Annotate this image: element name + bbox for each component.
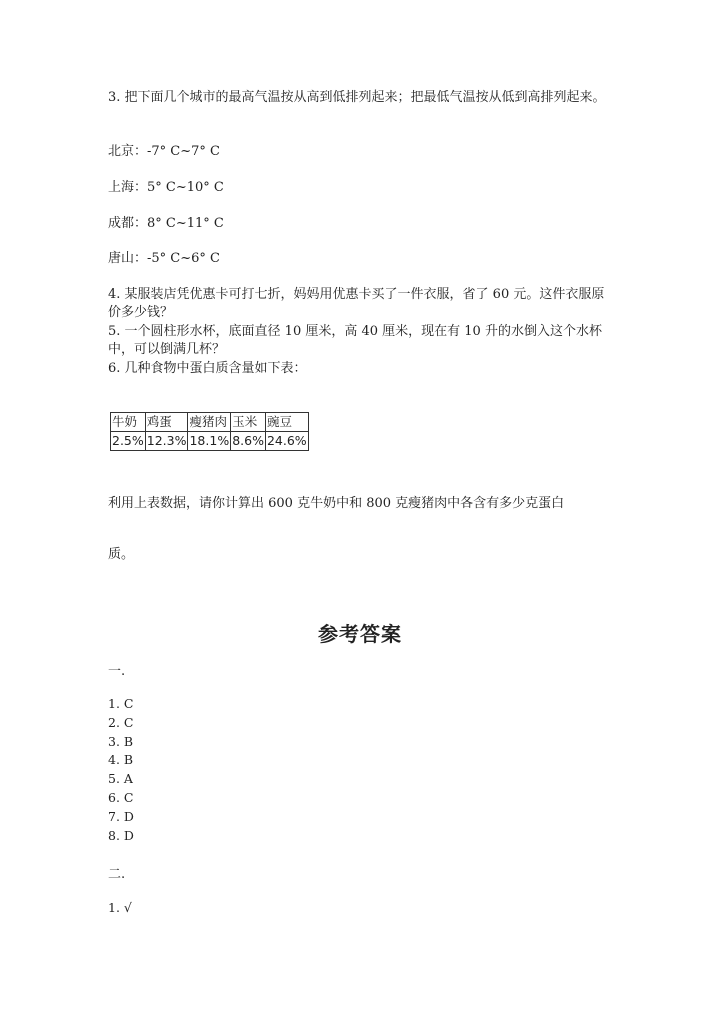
- table-value-cell: 2.5%: [111, 432, 146, 451]
- table-header-row: [111, 413, 309, 432]
- answer-item: 7. D: [108, 808, 134, 824]
- answer-item: 2. C: [108, 714, 134, 730]
- answer-item: 8. D: [108, 827, 134, 843]
- table-value-cell: 12.3%: [145, 432, 188, 451]
- city-tangshan: 唐山：-5° C~6° C: [108, 251, 220, 266]
- answer-item: 1. √: [108, 900, 132, 915]
- answers-section-2-heading: 二.: [108, 867, 126, 882]
- question-3-text: 3. 把下面几个城市的最高气温按从高到低排列起来；把最低气温按从低到高排列起来。: [108, 90, 606, 105]
- table-header-cell: 玉米: [231, 413, 266, 432]
- table-value-cell: 24.6%: [265, 432, 308, 451]
- answer-item: 3. B: [108, 733, 134, 749]
- answers-section-1-list: [108, 695, 134, 845]
- question-5-text: 5. 一个圆柱形水杯，底面直径 10 厘米，高 40 厘米，现在有 10 升的水倒入这个水杯中，可以倒满几杯？: [108, 324, 602, 357]
- answer-item: 6. C: [108, 789, 134, 805]
- table-value-row: [111, 432, 309, 451]
- answer-item: 1. C: [108, 696, 134, 711]
- table-header-cell: 牛奶: [111, 413, 146, 432]
- question-6-prompt-line2: 质。: [108, 547, 135, 562]
- city-shanghai: 上海：5° C~10° C: [108, 180, 224, 195]
- question-6-prompt-line1: 利用上表数据，请你计算出 600 克牛奶中和 800 克瘦猪肉中各含有多少克蛋白: [108, 496, 565, 511]
- table-header-cell: 鸡蛋: [145, 413, 188, 432]
- answers-section-2-list: [108, 899, 132, 918]
- answer-item: 5. A: [108, 771, 133, 787]
- answers-section-1-heading: 一.: [108, 664, 126, 679]
- protein-table: [110, 412, 309, 451]
- answers-title: 参考答案: [318, 622, 402, 646]
- table-value-cell: 18.1%: [188, 432, 231, 451]
- question-6-text: 6. 几种食物中蛋白质含量如下表：: [108, 361, 307, 376]
- table-header-cell: 瘦猪肉: [188, 413, 231, 432]
- city-chengdu: 成都：8° C~11° C: [108, 216, 224, 231]
- question-4-text: 4. 某服装店凭优惠卡可打七折，妈妈用优惠卡买了一件衣服，省了 60 元。这件衣服原价多少钱？: [108, 287, 605, 320]
- table-value-cell: 8.6%: [231, 432, 266, 451]
- table-header-cell: 豌豆: [265, 413, 308, 432]
- answer-item: 4. B: [108, 752, 134, 768]
- city-beijing: 北京：-7° C~7° C: [108, 144, 220, 159]
